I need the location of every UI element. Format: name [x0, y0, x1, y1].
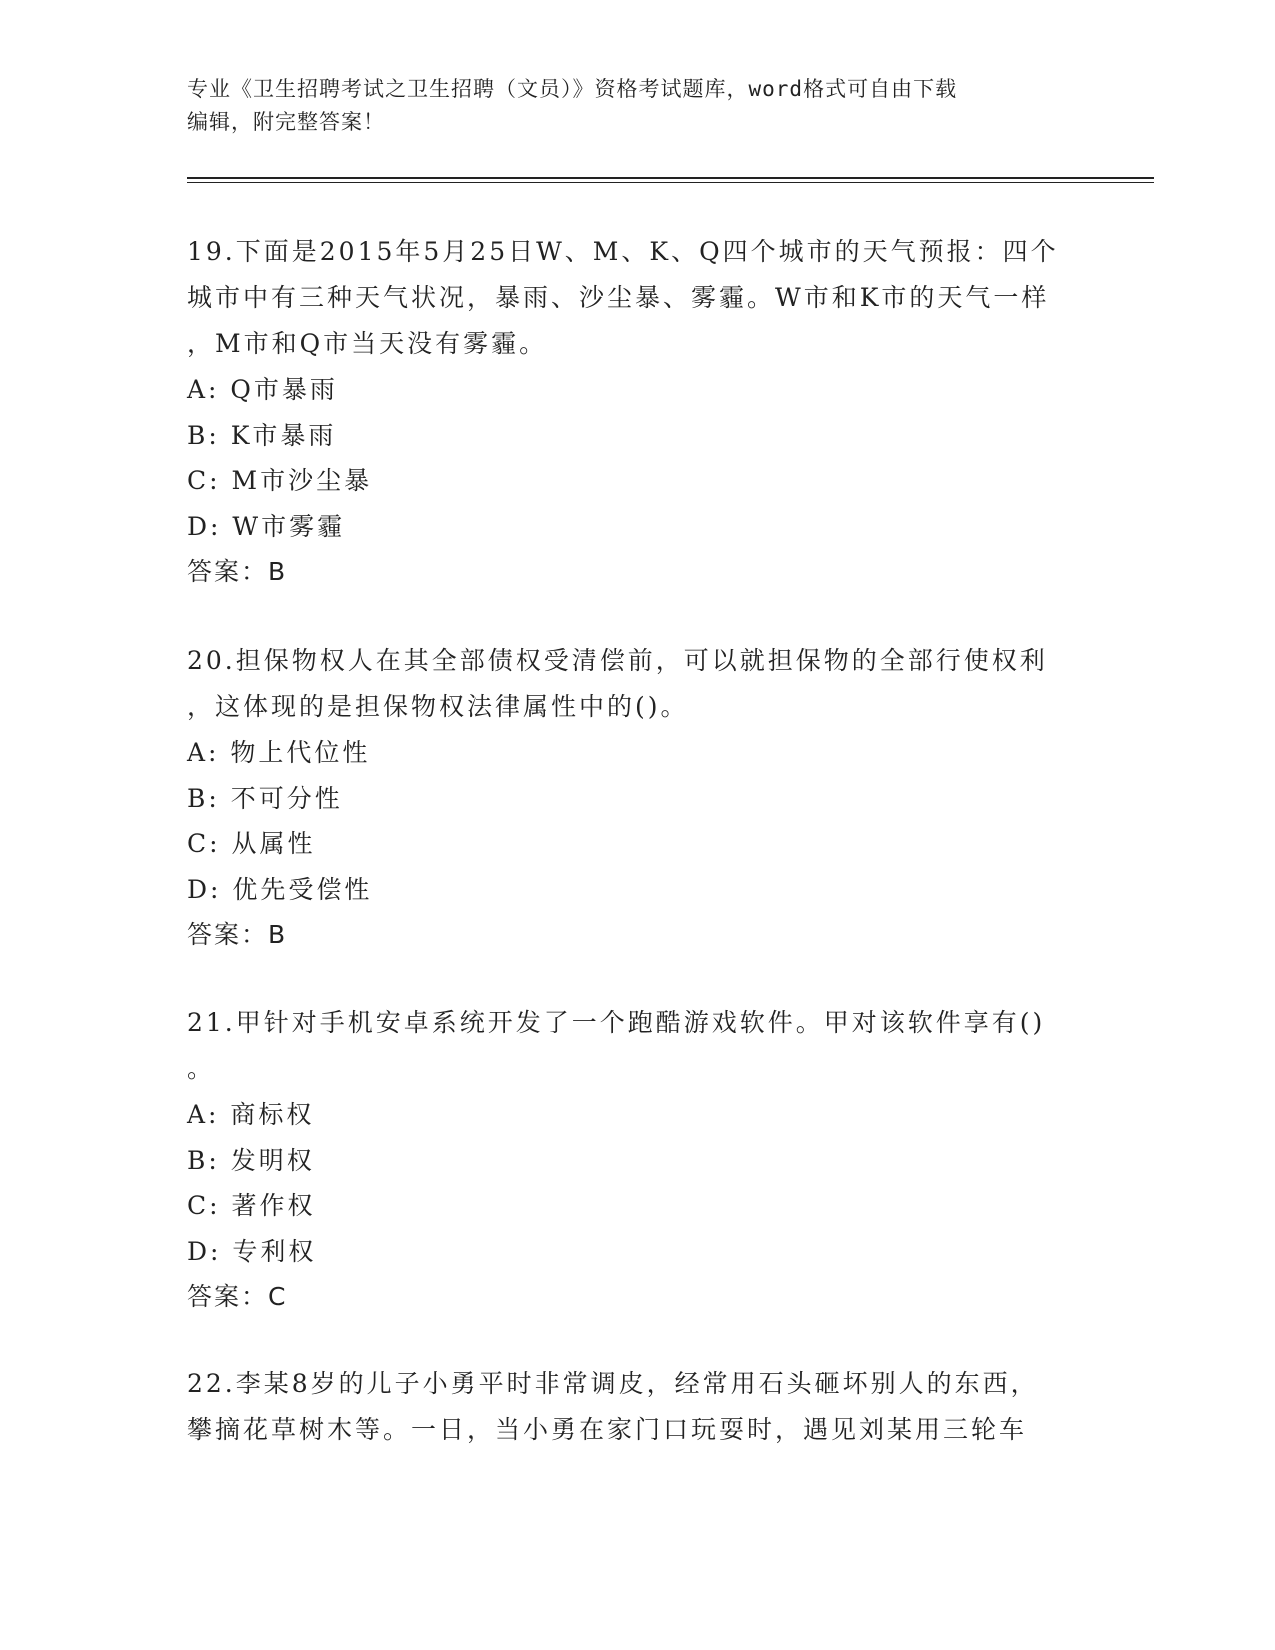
option-a: A: 商标权: [187, 1100, 315, 1129]
option-c: C: 著作权: [187, 1191, 316, 1220]
answer: 答案：C: [187, 1282, 288, 1311]
option-b: B: K市暴雨: [187, 420, 337, 450]
document-header: [187, 73, 1067, 139]
header-line-1: 专业《卫生招聘考试之卫生招聘（文员）》资格考试题库，word格式可自由下载: [187, 77, 958, 101]
header-divider-thick: [187, 177, 1154, 179]
question-19: [187, 229, 1077, 595]
header-line-2: 编辑，附完整答案！: [187, 110, 385, 134]
option-c: C: M市沙尘暴: [187, 466, 373, 495]
question-stem-line: 22.李某8岁的儿子小勇平时非常调皮，经常用石头砸坏别人的东西，: [187, 1369, 1039, 1398]
option-d: D: 专利权: [187, 1236, 317, 1266]
question-stem-line: 城市中有三种天气状况，暴雨、沙尘暴、雾霾。W市和K市的天气一样: [187, 283, 1050, 312]
question-21: [187, 1000, 1077, 1320]
option-d: D: 优先受偿性: [187, 874, 373, 904]
answer: 答案：B: [187, 557, 288, 586]
question-stem-line: 21.甲针对手机安卓系统开发了一个跑酷游戏软件。甲对该软件享有(): [187, 1008, 1046, 1037]
option-b: B: 不可分性: [187, 783, 343, 813]
question-stem-line: 19.下面是2015年5月25日W、M、K、Q四个城市的天气预报：四个: [187, 237, 1059, 266]
question-stem-line: 。: [187, 1054, 216, 1083]
question-stem-line: 20.担保物权人在其全部债权受清偿前，可以就担保物的全部行使权利: [187, 646, 1048, 675]
option-c: C: 从属性: [187, 829, 316, 858]
question-stem-line: ，M市和Q市当天没有雾霾。: [187, 329, 548, 358]
question-20: [187, 638, 1077, 958]
header-divider-thin: [187, 182, 1154, 183]
option-b: B: 发明权: [187, 1145, 315, 1175]
question-stem-line: 攀摘花草树木等。一日，当小勇在家门口玩耍时，遇见刘某用三轮车: [187, 1415, 1028, 1444]
option-a: A: Q市暴雨: [187, 375, 338, 404]
question-stem-line: ，这体现的是担保物权法律属性中的()。: [187, 692, 689, 721]
question-22: [187, 1361, 1077, 1453]
answer: 答案：B: [187, 920, 288, 949]
option-d: D: W市雾霾: [187, 511, 346, 541]
option-a: A: 物上代位性: [187, 738, 371, 767]
